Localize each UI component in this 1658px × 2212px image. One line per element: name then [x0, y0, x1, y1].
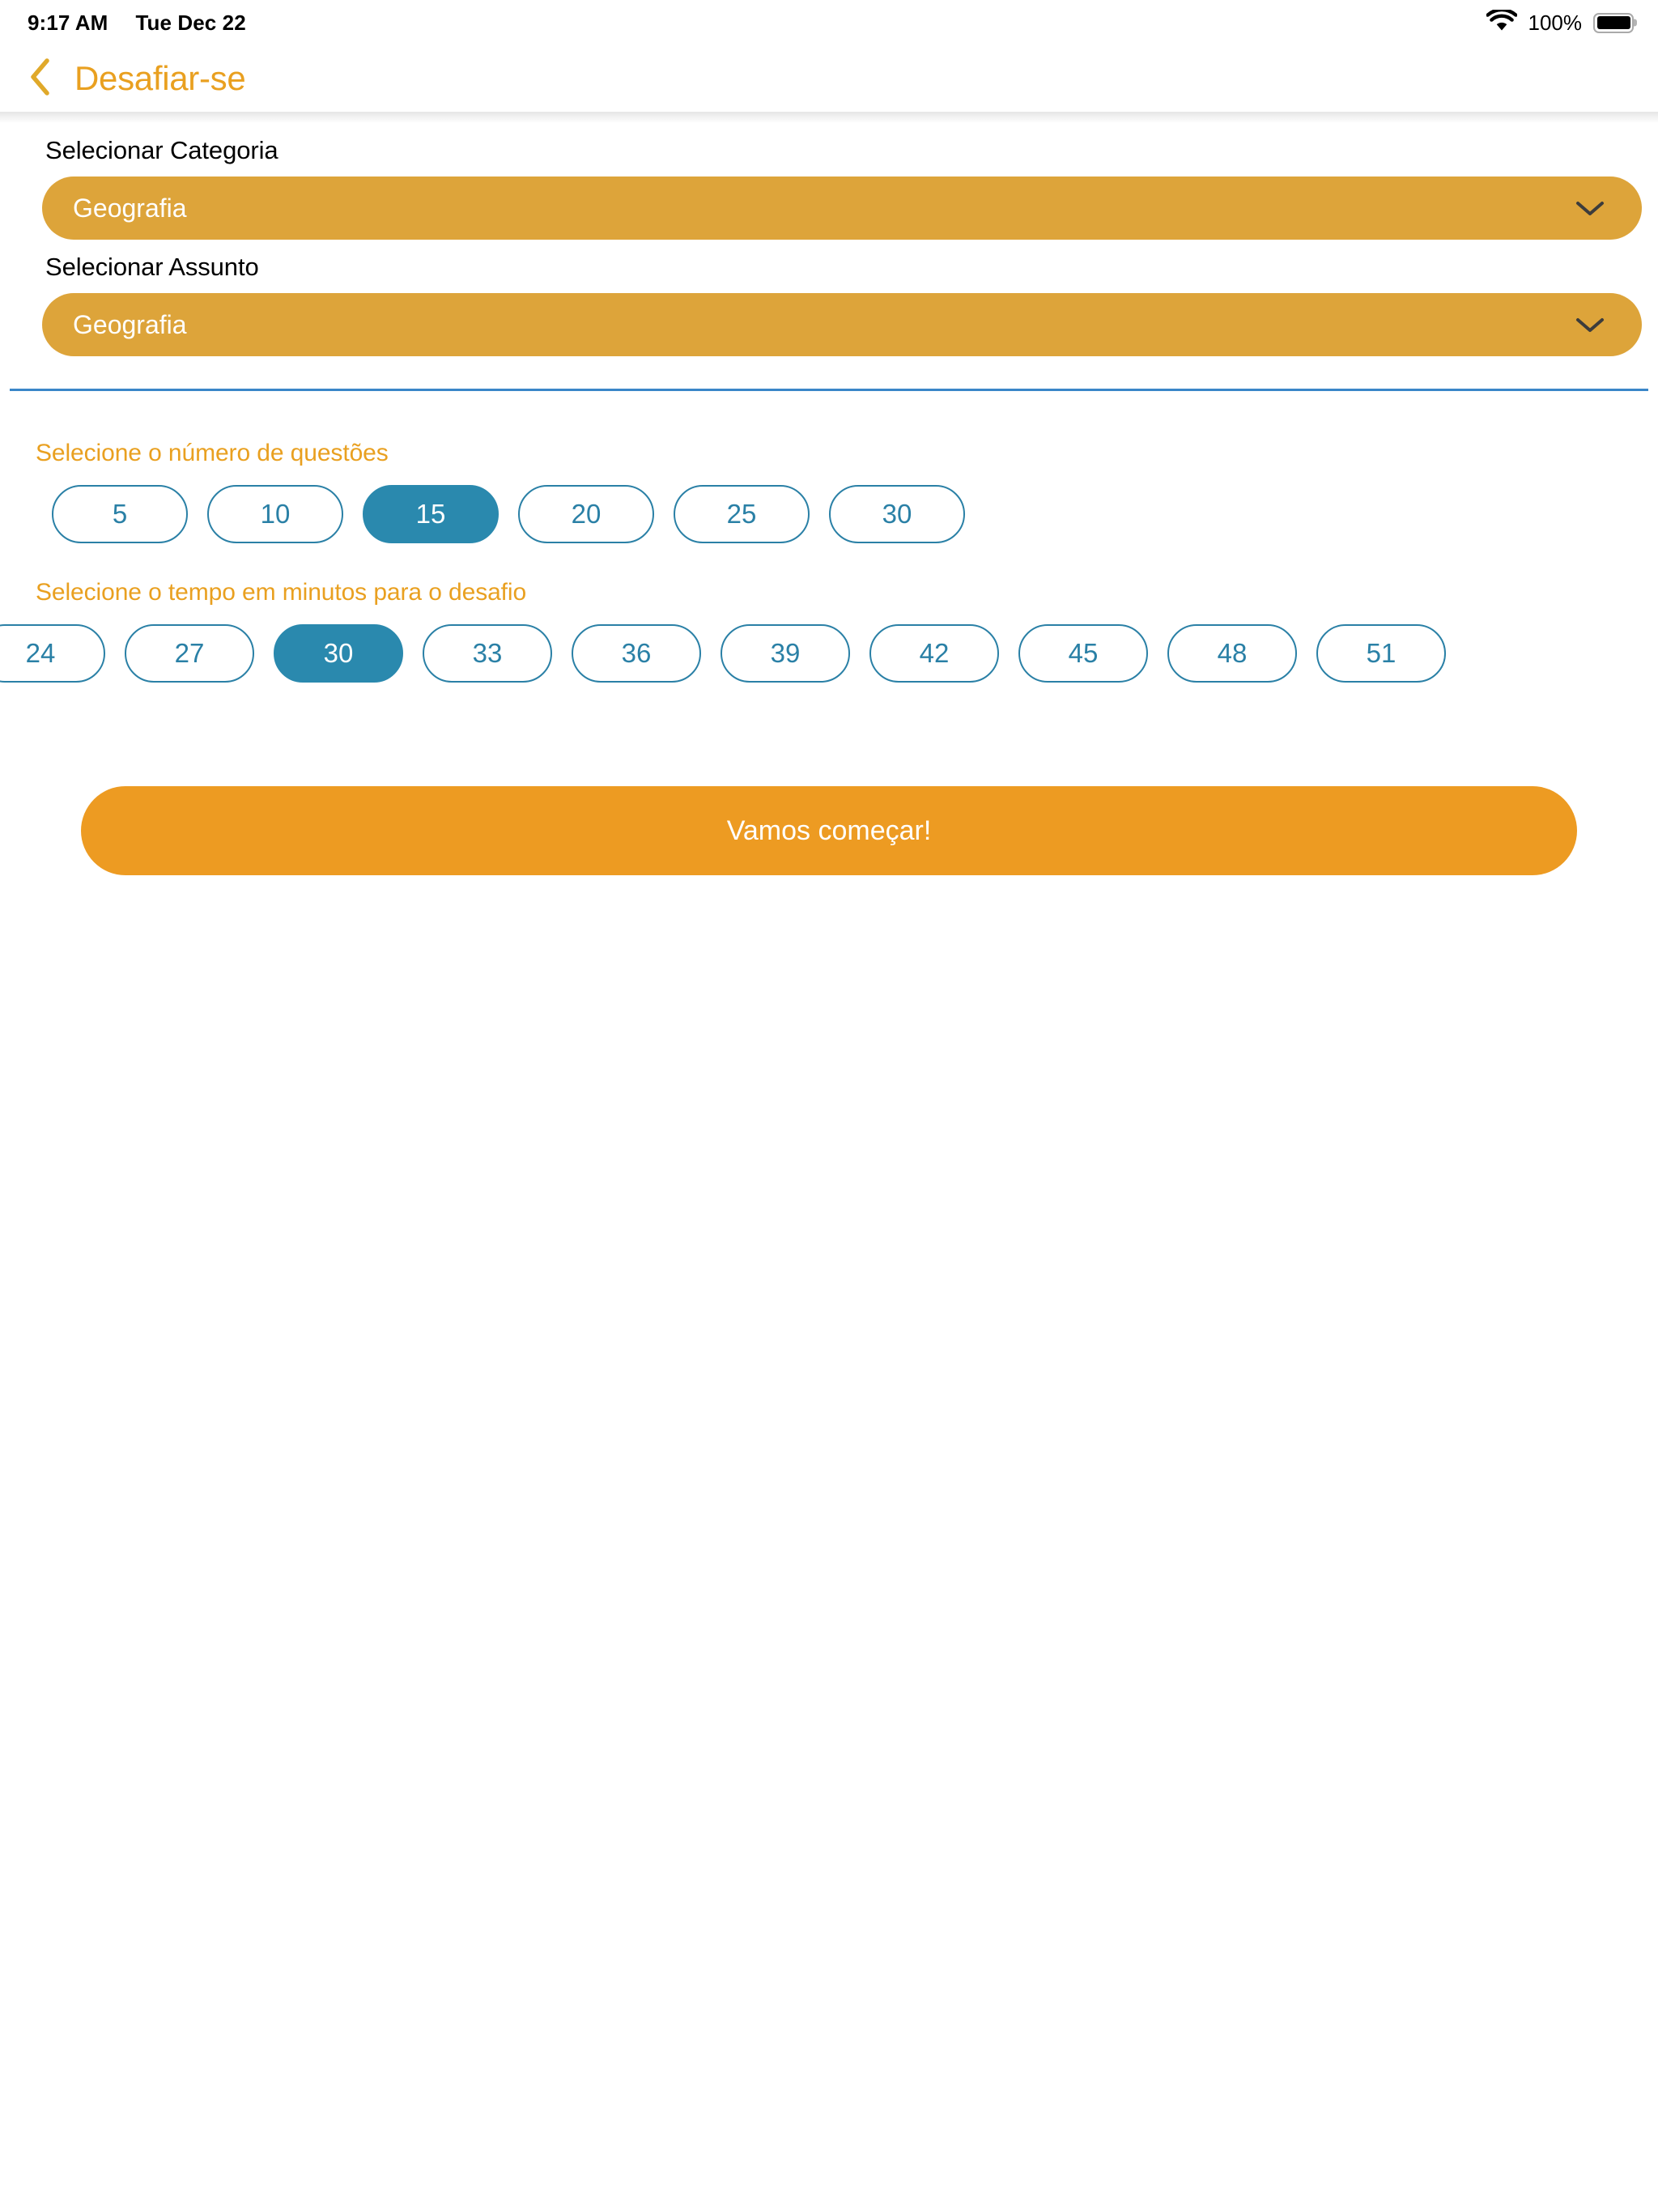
main-content [0, 123, 1658, 875]
time-minutes-option-30[interactable]: 30 [274, 624, 403, 683]
question-count-option-30[interactable]: 30 [829, 485, 965, 543]
chevron-down-icon [1574, 198, 1606, 218]
question-count-option-25[interactable]: 25 [674, 485, 810, 543]
subject-dropdown[interactable] [42, 293, 1642, 356]
status-time: 9:17 AM [28, 10, 108, 35]
category-dropdown[interactable] [42, 177, 1642, 240]
status-date: Tue Dec 22 [135, 10, 246, 35]
time-minutes-option-24[interactable]: 24 [0, 624, 105, 683]
time-minutes-option-33[interactable]: 33 [423, 624, 552, 683]
time-minutes-option-36[interactable]: 36 [572, 624, 701, 683]
questions-option-row[interactable] [0, 467, 1658, 543]
time-section-title: Selecione o tempo em minutos para o desafio [36, 579, 527, 606]
category-label: Selecionar Categoria [45, 136, 278, 164]
wifi-icon [1486, 10, 1517, 36]
time-minutes-option-45[interactable]: 45 [1018, 624, 1148, 683]
questions-section-title: Selecione o número de questões [36, 440, 389, 466]
subject-select-wrap [0, 282, 1658, 356]
battery-percent: 100% [1528, 10, 1582, 35]
time-minutes-option-42[interactable]: 42 [869, 624, 999, 683]
page-title: Desafiar-se [74, 59, 246, 97]
question-count-option-5[interactable]: 5 [52, 485, 188, 543]
back-button[interactable] [19, 56, 60, 101]
status-bar [0, 0, 1658, 45]
status-bar-left [28, 11, 246, 36]
time-minutes-option-48[interactable]: 48 [1167, 624, 1297, 683]
question-count-option-10[interactable]: 10 [207, 485, 343, 543]
battery-fill [1597, 16, 1630, 29]
nav-header [0, 45, 1658, 112]
subject-label: Selecionar Assunto [45, 253, 259, 281]
question-count-option-15[interactable]: 15 [363, 485, 499, 543]
category-select-wrap [0, 165, 1658, 240]
question-count-option-20[interactable]: 20 [518, 485, 654, 543]
cta-wrap [0, 683, 1658, 875]
time-minutes-option-39[interactable]: 39 [721, 624, 850, 683]
time-minutes-option-27[interactable]: 27 [125, 624, 254, 683]
time-minutes-option-51[interactable]: 51 [1316, 624, 1446, 683]
time-option-row[interactable] [0, 606, 1658, 683]
chevron-left-icon [28, 57, 52, 101]
battery-full-icon [1593, 13, 1634, 33]
category-value: Geografia [73, 193, 187, 223]
status-bar-right [1486, 10, 1635, 36]
header-shadow-divider [0, 112, 1658, 123]
chevron-down-icon [1574, 315, 1606, 334]
start-challenge-button[interactable]: Vamos começar! [81, 786, 1577, 875]
subject-value: Geografia [73, 309, 187, 339]
